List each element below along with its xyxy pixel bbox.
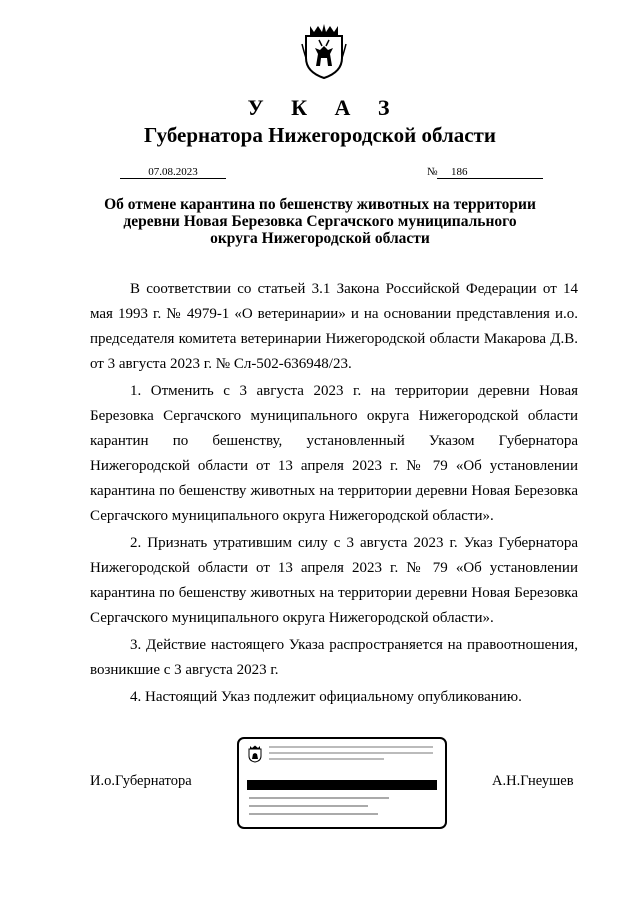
preamble-paragraph: В соответствии со статьей 3.1 Закона Российской Федерации от 14 мая 1993 г. № 4979-1 «О ветеринарии» и на основании представления и.о. председателя комитета ветеринарии Нижегородской области Макарова Д.В. от 3 августа 2023 г. № Сл-502-636948/23. <box>90 281 578 372</box>
decree-number: 186 <box>451 166 468 178</box>
decree-body <box>90 277 578 712</box>
electronic-signature-stamp <box>237 737 447 829</box>
signatory-position: И.о.Губернатора <box>90 773 192 789</box>
clause-4-paragraph: 4. Настоящий Указ подлежит официальному опубликованию. <box>130 689 522 705</box>
decree-date: 07.08.2023 <box>120 166 226 179</box>
decree-subject: Об отмене карантина по бешенству животных на территории деревни Новая Березовка Сергачского муниципального округа Нижегородской области <box>104 196 536 247</box>
stamp-emblem-icon <box>248 745 262 763</box>
issuer-title: Губернатора Нижегородской области <box>144 123 496 147</box>
clause-1-paragraph: 1. Отменить с 3 августа 2023 г. на территории деревни Новая Березовка Сергачского муниципального округа Нижегородской области карантин по бешенству, установленный Указом Губернатора Нижегородской области от 13 апреля 2023 г. № 79 «Об установлении карантина по бешенству животных на территории деревни Новая Березовка Сергачского муниципального округа Нижегородской области». <box>90 383 578 524</box>
coat-of-arms-emblem <box>300 22 348 80</box>
clause-3-paragraph: 3. Действие настоящего Указа распространяется на правоотношения, возникшие с 3 августа 2023 г. <box>90 637 578 678</box>
number-sign: № <box>427 166 438 178</box>
document-type-title: У К А З <box>247 95 401 120</box>
clause-2-paragraph: 2. Признать утратившим силу с 3 августа 2023 г. Указ Губернатора Нижегородской области от 13 апреля 2023 г. № 79 «Об установлении карантина по бешенству животных на территории деревни Новая Березовка Сергачского муниципального округа Нижегородской области». <box>90 535 578 626</box>
stamp-certificate-header-bar <box>247 780 437 790</box>
stamp-certificate-details <box>249 797 389 821</box>
stamp-notice-text <box>269 746 433 764</box>
signatory-name: А.Н.Гнеушев <box>492 773 574 789</box>
decree-number-field <box>437 166 543 179</box>
